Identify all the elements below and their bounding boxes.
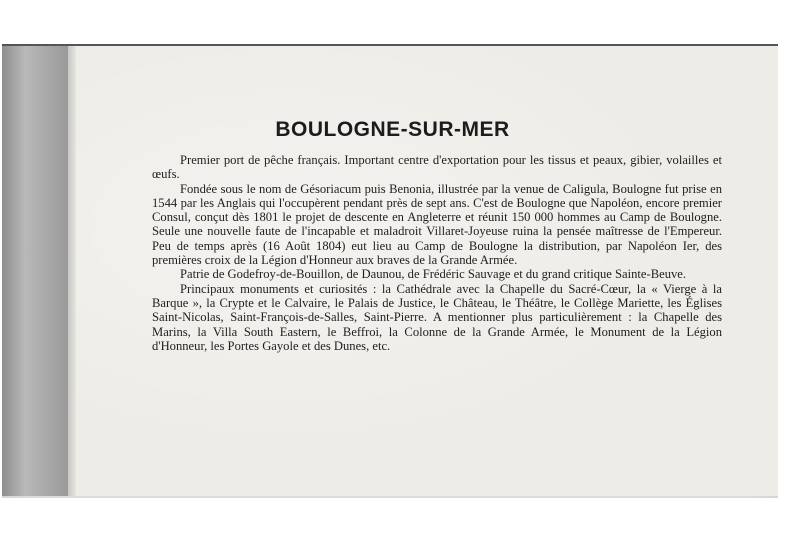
scan-background-bottom [0,498,785,555]
scan-background-top [0,0,785,44]
paragraph-notables: Patrie de Godefroy-de-Bouillon, de Daunou, de Frédéric Sauvage et du grand critique Sainte-Beuve. [180,267,687,282]
booklet-spine [2,46,70,496]
page-title: BOULOGNE-SUR-MER [275,118,510,141]
body-text [152,153,722,353]
page-stack-edge [68,46,76,496]
paragraph-history: Fondée sous le nom de Gésoriacum puis Benonia, illustrée par la venue de Caligula, Boulogne fut prise en 1544 par les Anglais qui l'occupèrent pendant près de sept ans. C'est de Boulogne que Napoléon, encore premier Consul, conçut dès 1801 le projet de descente en Angleterre et réunit 150 000 hommes au Camp de Boulogne. Seule une nouvelle faute de l'incapable et maladroit Villaret-Joyeuse ruina la pensée maîtresse de l'Empereur. Peu de temps après (16 Août 1804) eut lieu au Camp de Boulogne la distribution, par Napoléon Ier, des premières croix de la Légion d'Honneur aux braves de la Grande Armée. [152,181,722,268]
paragraph-monuments: Principaux monuments et curiosités : la Cathédrale avec la Chapelle du Sacré-Cœur, la « Vierge à la Barque », la Crypte et le Calvaire, le Palais de Justice, le Château, le Théâtre, le Collège Mariette, les Églises Saint-Nicolas, Saint-François-de-Salles, Saint-Pierre. A mentionner plus particulièrement : la Chapelle des Marins, la Villa South Eastern, le Beffroi, la Colonne de la Grande Armée, le Monument de la Légion d'Honneur, les Portes Gayole et des Dunes, etc. [152,281,722,353]
paragraph-port: Premier port de pêche français. Important centre d'exportation pour les tissus et peaux, gibier, volailles et œufs. [152,153,722,182]
